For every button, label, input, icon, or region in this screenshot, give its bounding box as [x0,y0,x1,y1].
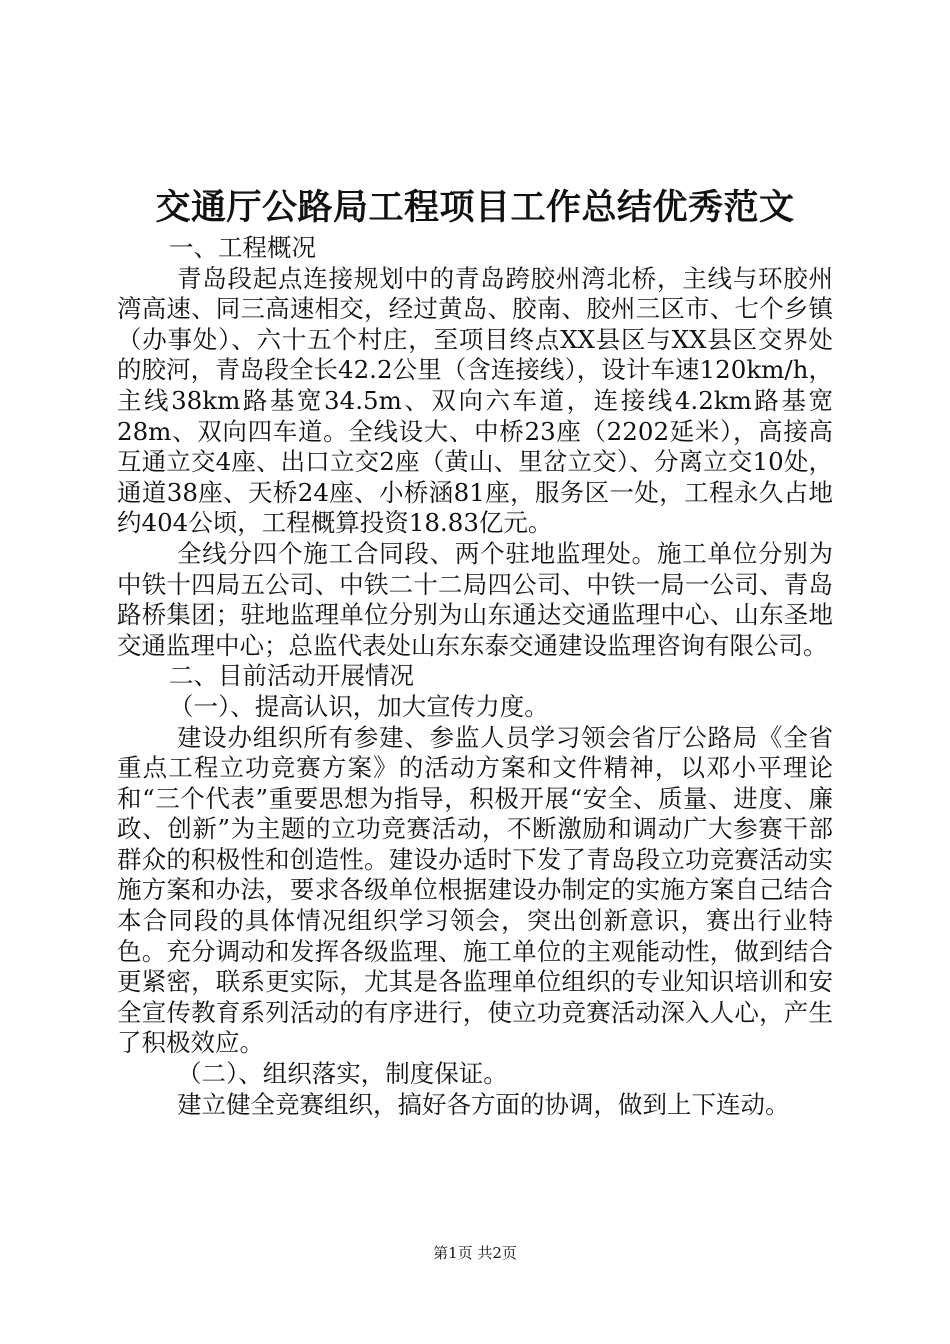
paragraph-awareness: 建设办组织所有参建、参监人员学习领会省厅公路局《全省重点工程立功竞赛方案》的活动方案和文件精神，以邓小平理论和“三个代表”重要思想为指导，积极开展“安全、质量、进度、廉政、创新”为主题的立功竞赛活动，不断激励和调动广大参赛干部群众的积极性和创造性。建设办适时下发了青岛段立功竞赛活动实施方案和办法，要求各级单位根据建设办制定的实施方案自己结合本合同段的具体情况组织学习领会，突出创新意识，赛出行业特色。充分调动和发挥各级监理、施工单位的主观能动性，做到结合更紧密，联系更实际，尤其是各监理单位组织的专业知识培训和安全宣传教育系列活动的有序进行，使立功竞赛活动深入人心，产生了积极效应。 [117,722,833,1058]
document-title: 交通厅公路局工程项目工作总结优秀范文 [155,187,795,228]
paragraph-contract-sections: 全线分四个施工合同段、两个驻地监理处。施工单位分别为中铁十四局五公司、中铁二十二局四公司、中铁一局一公司、青岛路桥集团；驻地监理单位分别为山东通达交通监理中心、山东圣地交通监理中心；总监代表处山东东泰交通建设监理咨询有限公司。 [117,538,833,660]
subheading-awareness: （一）、提高认识，加大宣传力度。 [169,691,549,721]
document-body [117,233,833,1120]
section-heading-overview: 一、工程概况 [169,233,316,262]
paragraph-organization: 建立健全竞赛组织，搞好各方面的协调，做到上下连动。 [177,1089,790,1119]
subheading-organization: （二）、组织落实，制度保证。 [177,1059,508,1089]
paragraph-project-overview: 青岛段起点连接规划中的青岛跨胶州湾北桥，主线与环胶州湾高速、同三高速相交，经过黄岛、胶南、胶州三区市、七个乡镇（办事处）、六十五个村庄，至项目终点XX县区与XX县区交界处的胶河，青岛段全长42.2公里（含连接线），设计车速120km/h，主线38km路基宽34.5m、双向六车道，连接线4.2km路基宽28m、双向四车道。全线设大、中桥23座（2202延米），高接高互通立交4座、出口立交2座（黄山、里岔立交）、分离立交10处，通道38座、天桥24座、小桥涵81座，服务区一处，工程永久占地约404公顷，工程概算投资18.83亿元。 [117,263,833,538]
section-heading-activities: 二、目前活动开展情况 [169,661,414,691]
page-footer: 第1页 共2页 [433,1244,517,1262]
